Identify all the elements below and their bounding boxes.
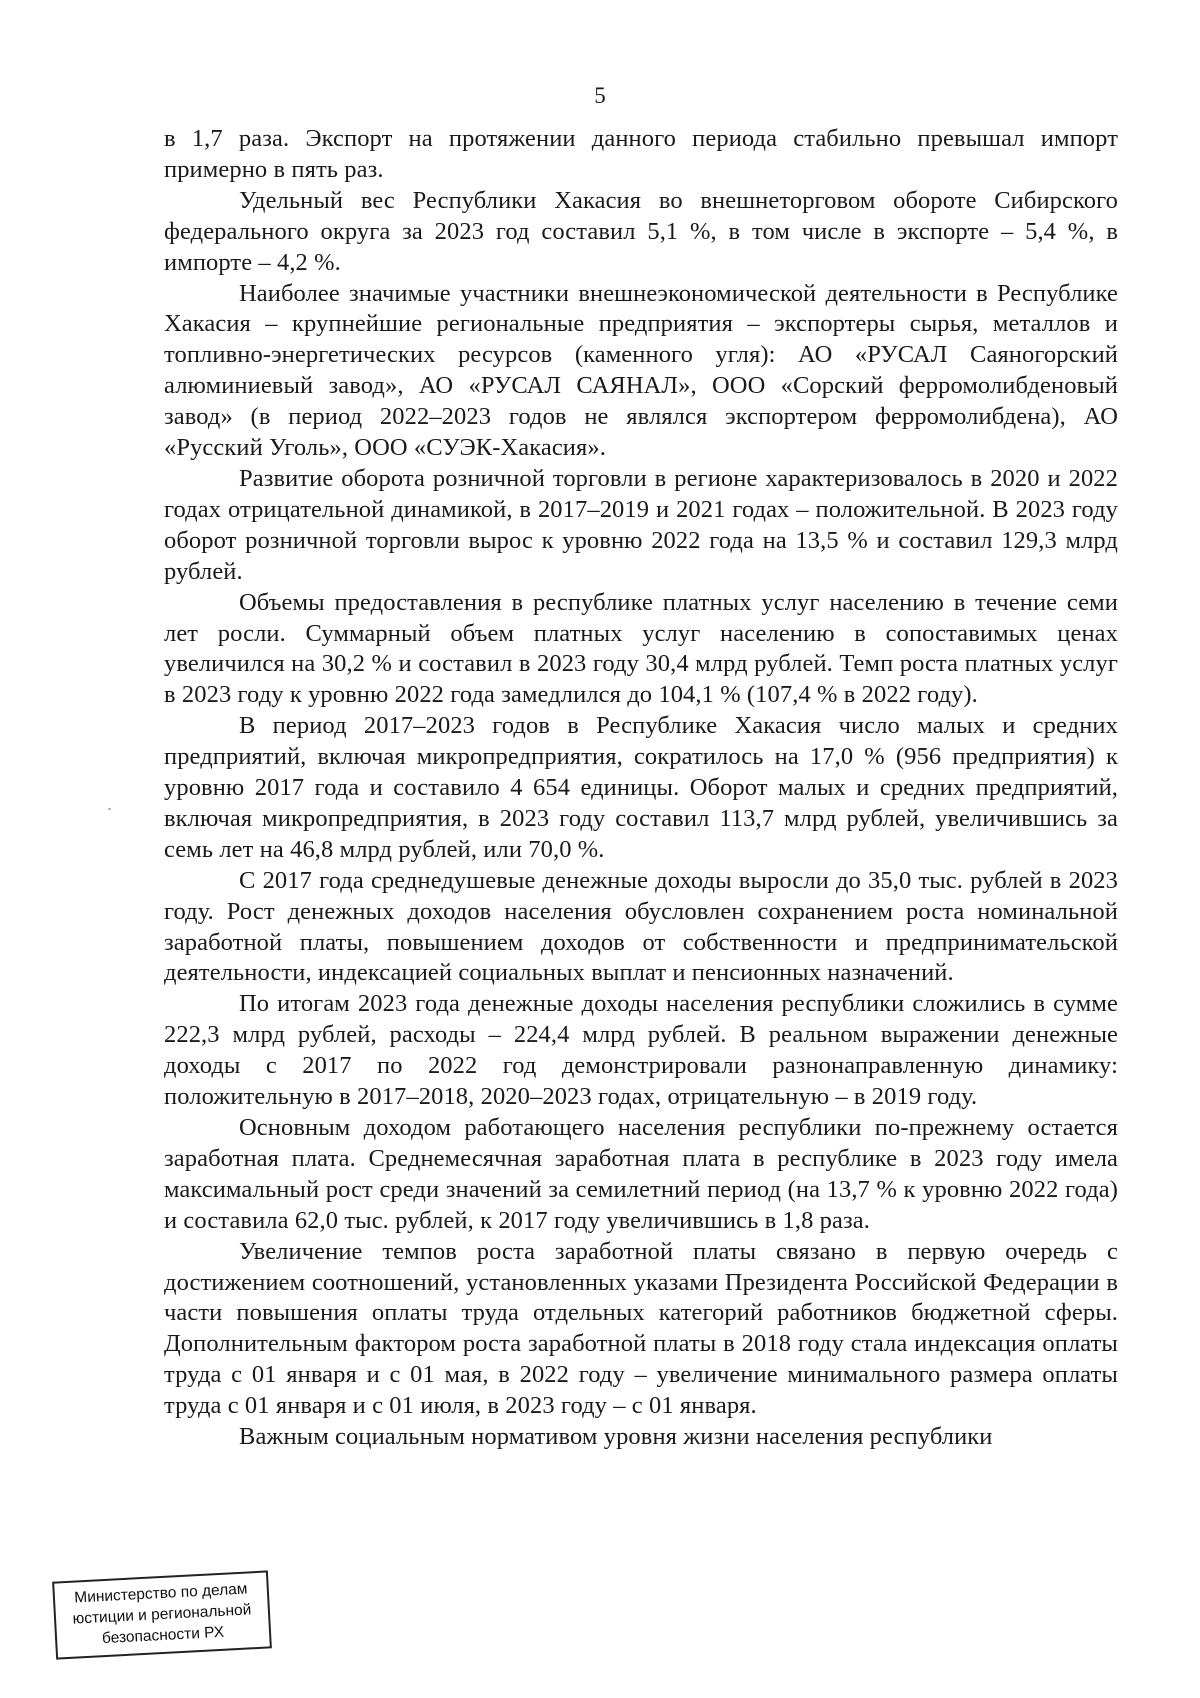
paragraph-foreign-trade-participants: Наиболее значимые участники внешнеэкономической деятельности в Республике Хакасия – крупнейшие региональные предприятия – экспортеры сырья, металлов и топливно-энергетических ресурсов (каменного угля): АО «РУСАЛ Саяногорский алюминиевый завод», АО «РУСАЛ САЯНАЛ», ООО «Сорский ферромолибденовый завод» (в период 2022–2023 годов не являлся экспортером ферромолибдена), АО «Русский Уголь», ООО «СУЭК-Хакасия». <box>164 279 1118 462</box>
ministry-stamp <box>52 1570 272 1659</box>
paragraph-social-standard: Важным социальным нормативом уровня жизни населения республики <box>239 1423 993 1451</box>
paragraph-export-continuation: в 1,7 раза. Экспорт на протяжении данного периода стабильно превышал импорт примерно в пять раз. <box>164 125 1118 183</box>
paragraph-wages: Основным доходом работающего населения республики по-прежнему остается заработная плата. Среднемесячная заработная плата в республике в 2023 году имела максимальный рост среди значений за семилетний период (на 13,7 % к уровню 2022 года) и составила 62,0 тыс. рублей, к 2017 году увеличившись в 1,8 раза. <box>164 1114 1118 1234</box>
paragraph-per-capita-income: С 2017 года среднедушевые денежные доходы выросли до 35,0 тыс. рублей в 2023 году. Рост денежных доходов населения обусловлен сохранением роста номинальной заработной платы, повышением доходов от собственности и предпринимательской деятельности, индексацией социальных выплат и пенсионных назначений. <box>164 866 1118 987</box>
scan-speck <box>108 808 111 810</box>
paragraph-trade-share: Удельный вес Республики Хакасия во внешнеторговом обороте Сибирского федерального округа за 2023 год составил 5,1 %, в том числе в экспорте – 5,4 %, в импорте – 4,2 %. <box>164 186 1118 276</box>
stamp-line: юстиции и региональной <box>72 1601 252 1628</box>
paragraph-small-business: В период 2017–2023 годов в Республике Хакасия число малых и средних предприятий, включая микропредприятия, сократилось на 17,0 % (956 предприятия) к уровню 2017 года и составило 4 654 единицы. Оборот малых и средних предприятий, включая микропредприятия, в 2023 году составил 113,7 млрд рублей, увеличившись за семь лет на 46,8 млрд рублей, или 70,0 %. <box>164 712 1118 863</box>
stamp-line: Министерство по делам <box>73 1580 248 1607</box>
paragraph-income-expenses: По итогам 2023 года денежные доходы населения республики сложились в сумме 222,3 млрд рублей, расходы – 224,4 млрд рублей. В реальном выражении денежные доходы с 2017 по 2022 год демонстрировали разнонаправленную динамику: положительную в 2017–2018, 2020–2023 годах, отрицательную – в 2019 году. <box>164 990 1118 1111</box>
paragraph-wage-growth-factors: Увеличение темпов роста заработной платы связано в первую очередь с достижением соотношений, установленных указами Президента Российской Федерации в части повышения оплаты труда отдельных категорий работников бюджетной сферы. Дополнительным фактором роста заработной платы в 2018 году стала индексация оплаты труда с 01 января и с 01 мая, в 2022 году – увеличение минимального размера оплаты труда с 01 января и с 01 июля, в 2023 году – с 01 января. <box>164 1237 1118 1420</box>
page-number: 5 <box>594 83 606 108</box>
paragraph-paid-services: Объемы предоставления в республике платных услуг населению в течение семи лет росли. Суммарный объем платных услуг населению в сопоставимых ценах увеличился на 30,2 % и составил в 2023 году 30,4 млрд рублей. Темп роста платных услуг в 2023 году к уровню 2022 года замедлился до 104,1 % (107,4 % в 2022 году). <box>164 588 1118 709</box>
document-body <box>164 124 1118 1453</box>
stamp-line: безопасности РХ <box>101 1623 225 1648</box>
paragraph-retail-trade: Развитие оборота розничной торговли в регионе характеризовалось в 2020 и 2022 годах отрицательной динамикой, в 2017–2019 и 2021 годах – положительной. В 2023 году оборот розничной торговли вырос к уровню 2022 года на 13,5 % и составил 129,3 млрд рублей. <box>164 464 1118 585</box>
